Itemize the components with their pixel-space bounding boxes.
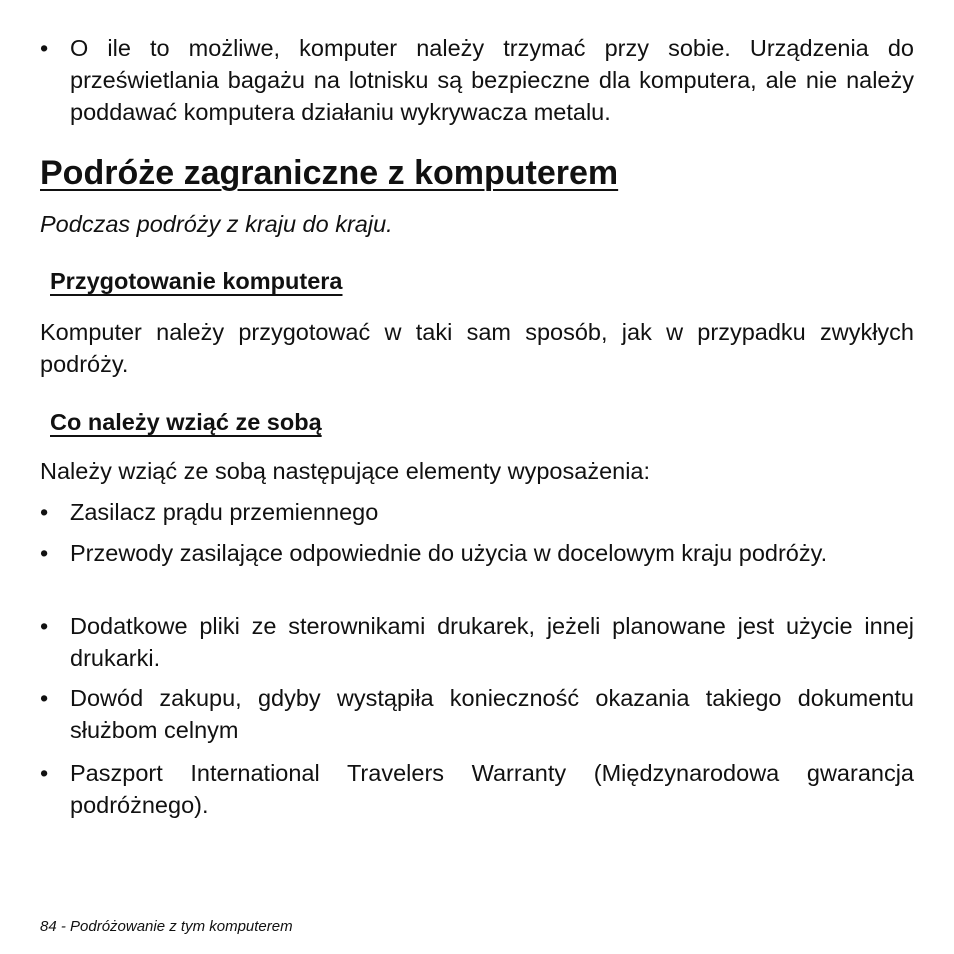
list-item-text: Dodatkowe pliki ze sterownikami drukarek, jeżeli planowane jest użycie innej drukarki. bbox=[70, 613, 914, 671]
list-item-text: Przewody zasilające odpowiednie do użycia w docelowym kraju podróży. bbox=[70, 540, 828, 566]
bullet-icon: • bbox=[40, 499, 49, 525]
list-item-text: Zasilacz prądu przemiennego bbox=[70, 499, 379, 525]
page-footer: 84 - Podróżowanie z tym komputerem bbox=[40, 918, 293, 935]
bullet-icon: • bbox=[40, 540, 49, 566]
bullet-icon: • bbox=[40, 613, 49, 639]
list-item-text: O ile to możliwe, komputer należy trzymać przy sobie. Urządzenia do prześwietlania bagażu na lotnisku są bezpieczne dla komputera, ale nie należy poddawać komputera działaniu wykrywacza metalu. bbox=[70, 35, 914, 125]
list-item bbox=[40, 682, 914, 746]
section-heading-wrapper bbox=[40, 153, 618, 193]
subsection-heading-wrapper bbox=[40, 265, 343, 297]
subsection-body: Komputer należy przygotować w taki sam sposób, jak w przypadku zwykłych podróży. bbox=[40, 319, 914, 377]
list-item-text: Paszport International Travelers Warranty (Międzynarodowa gwarancja podróżnego). bbox=[70, 760, 914, 818]
list-item bbox=[40, 537, 914, 569]
list-item bbox=[40, 610, 914, 674]
bullet-icon: • bbox=[40, 760, 49, 786]
list-item bbox=[40, 496, 914, 528]
subsection-body: Należy wziąć ze sobą następujące elementy wyposażenia: bbox=[40, 458, 651, 484]
section-title: Podróże zagraniczne z komputerem bbox=[40, 154, 619, 192]
subsection-heading-wrapper bbox=[40, 406, 322, 438]
list-item-text: Dowód zakupu, gdyby wystąpiła konieczność okazania takiego dokumentu służbom celnym bbox=[70, 685, 914, 743]
bullet-icon: • bbox=[40, 685, 49, 711]
section-intro: Podczas podróży z kraju do kraju. bbox=[40, 211, 393, 237]
list-item bbox=[40, 32, 914, 128]
list-item bbox=[40, 757, 914, 821]
bullet-icon: • bbox=[40, 35, 49, 61]
subsection-title: Co należy wziąć ze sobą bbox=[50, 409, 322, 435]
subsection-title: Przygotowanie komputera bbox=[50, 268, 343, 294]
